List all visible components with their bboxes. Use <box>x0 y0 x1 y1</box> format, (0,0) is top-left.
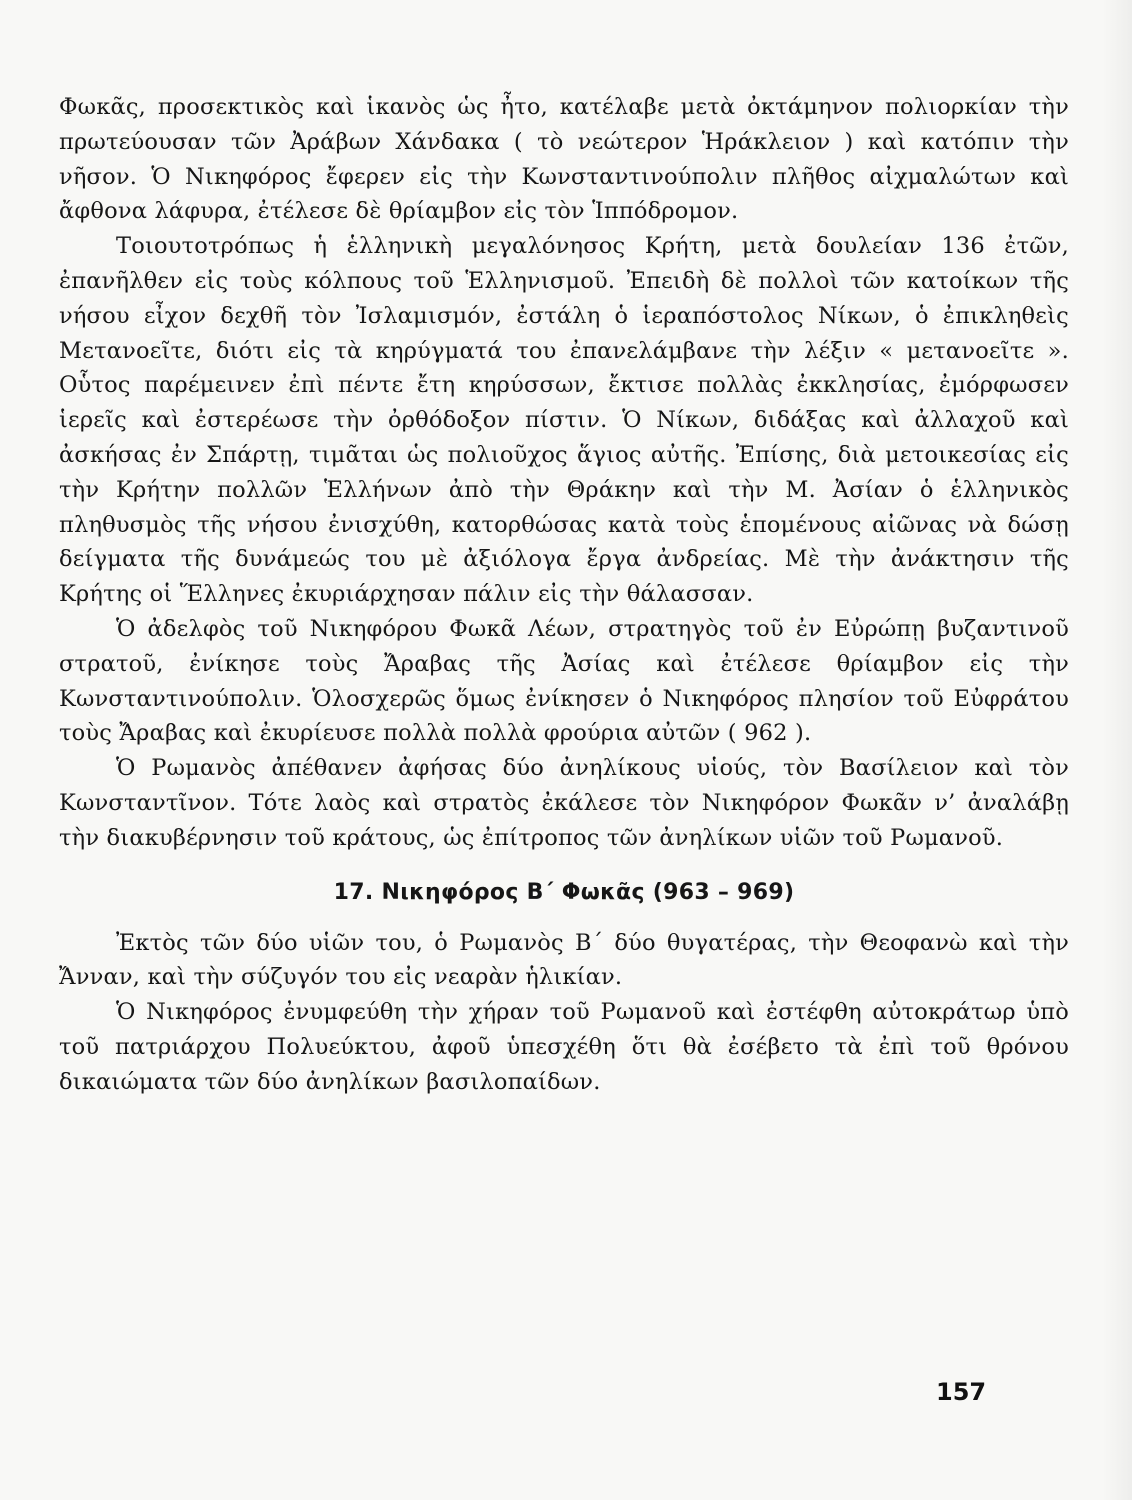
paragraph-5: Ἐκτὸς τῶν δύο υἱῶν του, ὁ Ρωμανὸς Β΄ δύο θυγατέρας, τὴν Θεοφανὼ καὶ τὴν Ἄνναν, καὶ τὴν σύζυγόν του εἰς νεαρὰν ἡλικίαν. <box>59 929 1069 991</box>
page-number: 157 <box>936 1378 987 1406</box>
paragraph-3: Ὁ ἀδελφὸς τοῦ Νικηφόρου Φωκᾶ Λέων, στρατηγὸς τοῦ ἐν Εὐρώπῃ βυζαντινοῦ στρατοῦ, ἐνίκησε τοὺς Ἄραβας τῆς Ἀσίας καὶ ἐτέλεσε θρίαμβον εἰς τὴν Κωνσταντινούπολιν. Ὁλοσχερῶς ὅμως ἐνίκησεν ὁ Νικηφόρος πλησίον τοῦ Εὐφράτου τοὺς Ἄραβας καὶ ἐκυρίευσε πολλὰ πολλὰ φρούρια αὐτῶν ( 962 ). <box>59 615 1069 747</box>
paragraph-4: Ὁ Ρωμανὸς ἀπέθανεν ἀφήσας δύο ἀνηλίκους υἱούς, τὸν Βασίλειον καὶ τὸν Κωνσταντῖνον. Τότε λαὸς καὶ στρατὸς ἐκάλεσε τὸν Νικηφόρον Φωκᾶν ν’ ἀναλάβῃ τὴν διακυβέρνησιν τοῦ κράτους, ὡς ἐπίτροπος τῶν ἀνηλίκων υἱῶν τοῦ Ρωμανοῦ. <box>59 755 1069 851</box>
paragraph-1: Φωκᾶς, προσεκτικὸς καὶ ἱκανὸς ὡς ἦτο, κατέλαβε μετὰ ὀκτάμηνον πολιορκίαν τὴν πρωτεύουσαν τῶν Ἀράβων Χάνδακα ( τὸ νεώτερον Ἡράκλειον ) καὶ κατόπιν τὴν νῆσον. Ὁ Νικηφόρος ἔφερεν εἰς τὴν Κωνσταντινούπολιν πλῆθος αἰχμαλώτων καὶ ἄφθονα λάφυρα, ἐτέλεσε δὲ θρίαμβον εἰς τὸν Ἱππόδρομον. <box>59 94 1069 225</box>
page-edge-shadow <box>1102 0 1132 1500</box>
paragraph-6: Ὁ Νικηφόρος ἐνυμφεύθη τὴν χήραν τοῦ Ρωμανοῦ καὶ ἐστέφθη αὐτοκράτωρ ὑπὸ τοῦ πατριάρχου Πολυεύκτου, ἀφοῦ ὑπεσχέθη ὅτι θὰ ἐσέβετο τὰ ἐπὶ τοῦ θρόνου δικαιώματα τῶν δύο ἀνηλίκων βασιλοπαίδων. <box>59 999 1069 1095</box>
paragraph-2: Τοιουτοτρόπως ἡ ἑλληνικὴ μεγαλόνησος Κρήτη, μετὰ δουλείαν 136 ἐτῶν, ἐπανῆλθεν εἰς τοὺς κόλπους τοῦ Ἑλληνισμοῦ. Ἐπειδὴ δὲ πολλοὶ τῶν κατοίκων τῆς νήσου εἶχον δεχθῆ τὸν Ἰσλαμισμόν, ἐστάλη ὁ ἱεραπόστολος Νίκων, ὁ ἐπικληθεὶς Μετανοεῖτε, διότι εἰς τὰ κηρύγματά του ἐπανελάμβανε τὴν λέξιν « μετανοεῖτε ». Οὗτος παρέμεινεν ἐπὶ πέντε ἔτη κηρύσσων, ἔκτισε πολλὰς ἐκκλησίας, ἐμόρφωσεν ἱερεῖς καὶ ἐστερέωσε τὴν ὀρθόδοξον πίστιν. Ὁ Νίκων, διδάξας καὶ ἀλλαχοῦ καὶ ἀσκήσας ἐν Σπάρτῃ, τιμᾶται ὡς πολιοῦχος ἅγιος αὐτῆς. Ἐπίσης, διὰ μετοικεσίας εἰς τὴν Κρήτην πολλῶν Ἑλλήνων ἀπὸ τὴν Θράκην καὶ τὴν Μ. Ἀσίαν ὁ ἑλληνικὸς πληθυσμὸς τῆς νήσου ἐνισχύθη, κατορθώσας κατὰ τοὺς ἑπομένους αἰῶνας νὰ δώσῃ δείγματα τῆς δυνάμεώς του μὲ ἀξιόλογα ἔργα ἀνδρείας. Μὲ τὴν ἀνάκτησιν τῆς Κρήτης οἱ Ἕλληνες ἐκυριάρχησαν πάλιν εἰς τὴν θάλασσαν. <box>59 233 1069 608</box>
section-heading: 17. Νικηφόρος Β΄ Φωκᾶς (963 – 969) <box>333 879 795 905</box>
main-text-column <box>59 90 1069 1100</box>
